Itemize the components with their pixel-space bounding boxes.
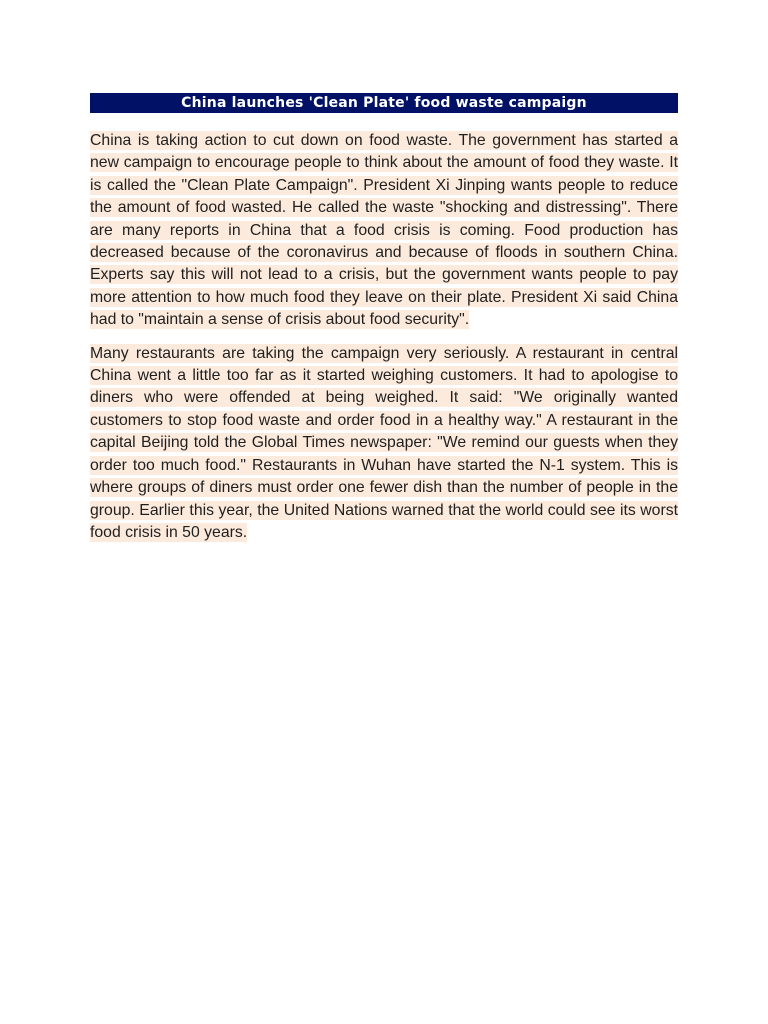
- paragraph-2-text: Many restaurants are taking the campaign very seriously. A restaurant in central China went a little too far as it started weighing customers. It had to apologise to diners who were offended at being weighed. It said: "We originally wanted customers to stop food waste and order food in a healthy way." A restaurant in the capital Beijing told the Global Times newspaper: "We remind our guests when they order too much food." Restaurants in Wuhan have started the N-1 system. This is where groups of diners must order one fewer dish than the number of people in the group. Earlier this year, the United Nations warned that the world could see its worst food crisis in 50 years.: [90, 344, 678, 541]
- paragraph-1-text: China is taking action to cut down on food waste. The government has started a new campaign to encourage people to think about the amount of food they waste. It is called the "Clean Plate Campaign". President Xi Jinping wants people to reduce the amount of food wasted. He called the waste "shocking and distressing". There are many reports in China that a food crisis is coming. Food production has decreased because of the coronavirus and because of floods in southern China. Experts say this will not lead to a crisis, but the government wants people to pay more attention to how much food they leave on their plate. President Xi said China had to "maintain a sense of crisis about food security".: [90, 132, 678, 329]
- article-title: China launches 'Clean Plate' food waste campaign: [90, 93, 678, 113]
- article: [90, 93, 678, 544]
- article-paragraph-2: [90, 343, 678, 545]
- article-paragraph-1: [90, 130, 678, 332]
